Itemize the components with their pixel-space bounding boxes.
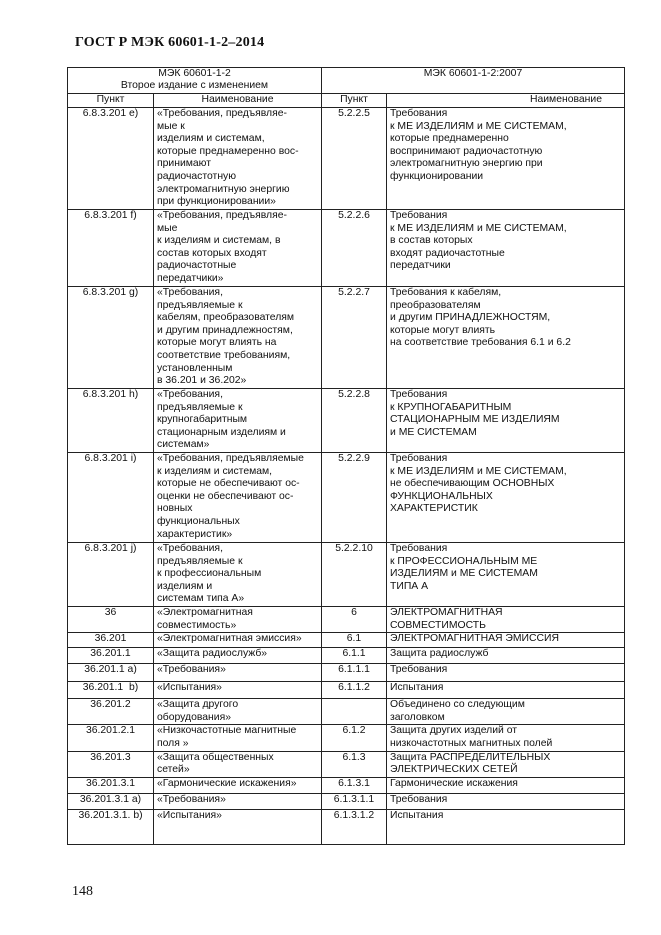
left-clause-cell: 6.8.3.201 e)	[68, 108, 154, 210]
table-row	[68, 777, 625, 793]
left-clause-cell: 36.201.1 b)	[68, 682, 154, 699]
left-name-cell: «Требования»	[154, 793, 322, 809]
right-clause-cell: 6	[322, 607, 387, 633]
right-clause-cell: 6.1.1.1	[322, 664, 387, 682]
table-row	[68, 664, 625, 682]
left-clause-cell: 36.201	[68, 633, 154, 648]
left-name-cell: «Требования, предъявляе- мые к изделиям и системам, которые преднамеренно вос- принимают радиочастотную электромагнитную энергию при функционировании»	[154, 108, 322, 210]
left-clause-cell: 6.8.3.201 f)	[68, 210, 154, 287]
column-header-name-right: Наименование	[387, 94, 625, 108]
table-row	[68, 793, 625, 809]
right-name-cell: Требования к КРУПНОГАБАРИТНЫМ СТАЦИОНАРНЫМ МЕ ИЗДЕЛИЯМ и МЕ СИСТЕМАМ	[387, 389, 625, 453]
left-name-cell: «Требования, предъявляе- мые к изделиям и системам, в состав которых входят радиочастотные передатчики»	[154, 210, 322, 287]
table-row	[68, 108, 625, 210]
table-row	[68, 725, 625, 751]
left-name-cell: «Требования, предъявляемые к кабелям, преобразователям и другим принадлежностям, которые могут влиять на соответствие требованиям, установленным в 36.201 и 36.202»	[154, 287, 322, 389]
left-clause-cell: 36.201.1 a)	[68, 664, 154, 682]
left-clause-cell: 36.201.2.1	[68, 725, 154, 751]
right-name-cell: Требования к ПРОФЕССИОНАЛЬНЫМ МЕ ИЗДЕЛИЯМ и МЕ СИСТЕМАМ ТИПА А	[387, 543, 625, 607]
column-header-clause: Пункт	[68, 94, 154, 108]
left-name-cell: «Требования, предъявляемые к к профессиональным изделиям и системам типа А»	[154, 543, 322, 607]
table-row	[68, 682, 625, 699]
right-name-cell: ЭЛЕКТРОМАГНИТНАЯ СОВМЕСТИМОСТЬ	[387, 607, 625, 633]
left-clause-cell: 6.8.3.201 i)	[68, 453, 154, 543]
right-name-cell: Требования к МЕ ИЗДЕЛИЯМ и МЕ СИСТЕМАМ, которые преднамеренно воспринимают радиочастотную электромагнитную энергию при функционировании	[387, 108, 625, 210]
left-name-cell: «Испытания»	[154, 682, 322, 699]
right-group-header: МЭК 60601-1-2:2007	[322, 68, 625, 94]
left-clause-cell: 6.8.3.201 g)	[68, 287, 154, 389]
left-group-header	[68, 68, 322, 94]
right-clause-cell: 6.1.3	[322, 751, 387, 777]
left-clause-cell: 36.201.3.1 a)	[68, 793, 154, 809]
table-row	[68, 648, 625, 664]
right-clause-cell: 5.2.2.7	[322, 287, 387, 389]
right-clause-cell: 5.2.2.5	[322, 108, 387, 210]
table-row	[68, 287, 625, 389]
left-clause-cell: 36	[68, 607, 154, 633]
left-clause-cell: 36.201.3.1	[68, 777, 154, 793]
left-name-cell: «Гармонические искажения»	[154, 777, 322, 793]
document-header: ГОСТ Р МЭК 60601-1-2–2014	[75, 35, 265, 50]
left-clause-cell: 36.201.1	[68, 648, 154, 664]
left-name-cell: «Электромагнитная совместимость»	[154, 607, 322, 633]
right-name-cell: Испытания	[387, 809, 625, 844]
left-name-cell: «Защита радиослужб»	[154, 648, 322, 664]
right-name-cell: Защита других изделий от низкочастотных магнитных полей	[387, 725, 625, 751]
right-name-cell: Требования к МЕ ИЗДЕЛИЯМ и МЕ СИСТЕМАМ, в состав которых входят радиочастотные передатчики	[387, 210, 625, 287]
right-name-cell: Защита РАСПРЕДЕЛИТЕЛЬНЫХ ЭЛЕКТРИЧЕСКИХ СЕТЕЙ	[387, 751, 625, 777]
right-clause-cell: 6.1.3.1.1	[322, 793, 387, 809]
left-name-cell: «Низкочастотные магнитные поля »	[154, 725, 322, 751]
table-row	[68, 453, 625, 543]
right-name-cell: Требования	[387, 664, 625, 682]
left-name-cell: «Защита общественных сетей»	[154, 751, 322, 777]
left-clause-cell: 6.8.3.201 j)	[68, 543, 154, 607]
right-name-cell: Гармонические искажения	[387, 777, 625, 793]
table-row	[68, 751, 625, 777]
table-row	[68, 809, 625, 844]
table-row	[68, 389, 625, 453]
left-name-cell: «Испытания»	[154, 809, 322, 844]
column-header-name: Наименование	[154, 94, 322, 108]
right-name-cell: Объединено со следующим заголовком	[387, 699, 625, 725]
table-row	[68, 699, 625, 725]
right-name-cell: Требования	[387, 793, 625, 809]
right-clause-cell: 6.1	[322, 633, 387, 648]
left-name-cell: «Требования, предъявляемые к крупногабаритным стационарным изделиям и системам»	[154, 389, 322, 453]
table-row	[68, 543, 625, 607]
right-name-cell: Испытания	[387, 682, 625, 699]
right-name-cell: Защита радиослужб	[387, 648, 625, 664]
left-group-title: МЭК 60601-1-2	[158, 68, 231, 79]
left-name-cell: «Требования»	[154, 664, 322, 682]
table-column-header-row	[68, 94, 625, 108]
table-body	[68, 108, 625, 845]
right-clause-cell: 6.1.1	[322, 648, 387, 664]
left-clause-cell: 36.201.3.1. b)	[68, 809, 154, 844]
right-clause-cell	[322, 699, 387, 725]
left-clause-cell: 36.201.3	[68, 751, 154, 777]
right-name-cell: ЭЛЕКТРОМАГНИТНАЯ ЭМИССИЯ	[387, 633, 625, 648]
page-number: 148	[72, 884, 93, 899]
table-row	[68, 210, 625, 287]
left-clause-cell: 6.8.3.201 h)	[68, 389, 154, 453]
left-name-cell: «Электромагнитная эмиссия»	[154, 633, 322, 648]
right-name-cell: Требования к кабелям, преобразователям и другим ПРИНАДЛЕЖНОСТЯМ, которые могут влиять на соответствие требования 6.1 и 6.2	[387, 287, 625, 389]
right-clause-cell: 5.2.2.9	[322, 453, 387, 543]
right-clause-cell: 5.2.2.8	[322, 389, 387, 453]
right-clause-cell: 6.1.3.1	[322, 777, 387, 793]
right-clause-cell: 6.1.1.2	[322, 682, 387, 699]
table-row	[68, 633, 625, 648]
right-clause-cell: 5.2.2.10	[322, 543, 387, 607]
table-group-header-row	[68, 68, 625, 94]
left-clause-cell: 36.201.2	[68, 699, 154, 725]
right-clause-cell: 6.1.3.1.2	[322, 809, 387, 844]
table-row	[68, 607, 625, 633]
right-clause-cell: 6.1.2	[322, 725, 387, 751]
column-header-clause-right: Пункт	[322, 94, 387, 108]
left-name-cell: «Требования, предъявляемые к изделиям и системам, которые не обеспечивают ос- оценки не обеспечивают ос- новных функциональных характеристик»	[154, 453, 322, 543]
right-name-cell: Требования к МЕ ИЗДЕЛИЯМ и МЕ СИСТЕМАМ, не обеспечивающим ОСНОВНЫХ ФУНКЦИОНАЛЬНЫХ ХАРАКТЕРИСТИК	[387, 453, 625, 543]
left-group-subtitle: Второе издание с изменением	[120, 80, 269, 91]
right-clause-cell: 5.2.2.6	[322, 210, 387, 287]
left-name-cell: «Защита другого оборудования»	[154, 699, 322, 725]
comparison-table	[67, 67, 625, 845]
